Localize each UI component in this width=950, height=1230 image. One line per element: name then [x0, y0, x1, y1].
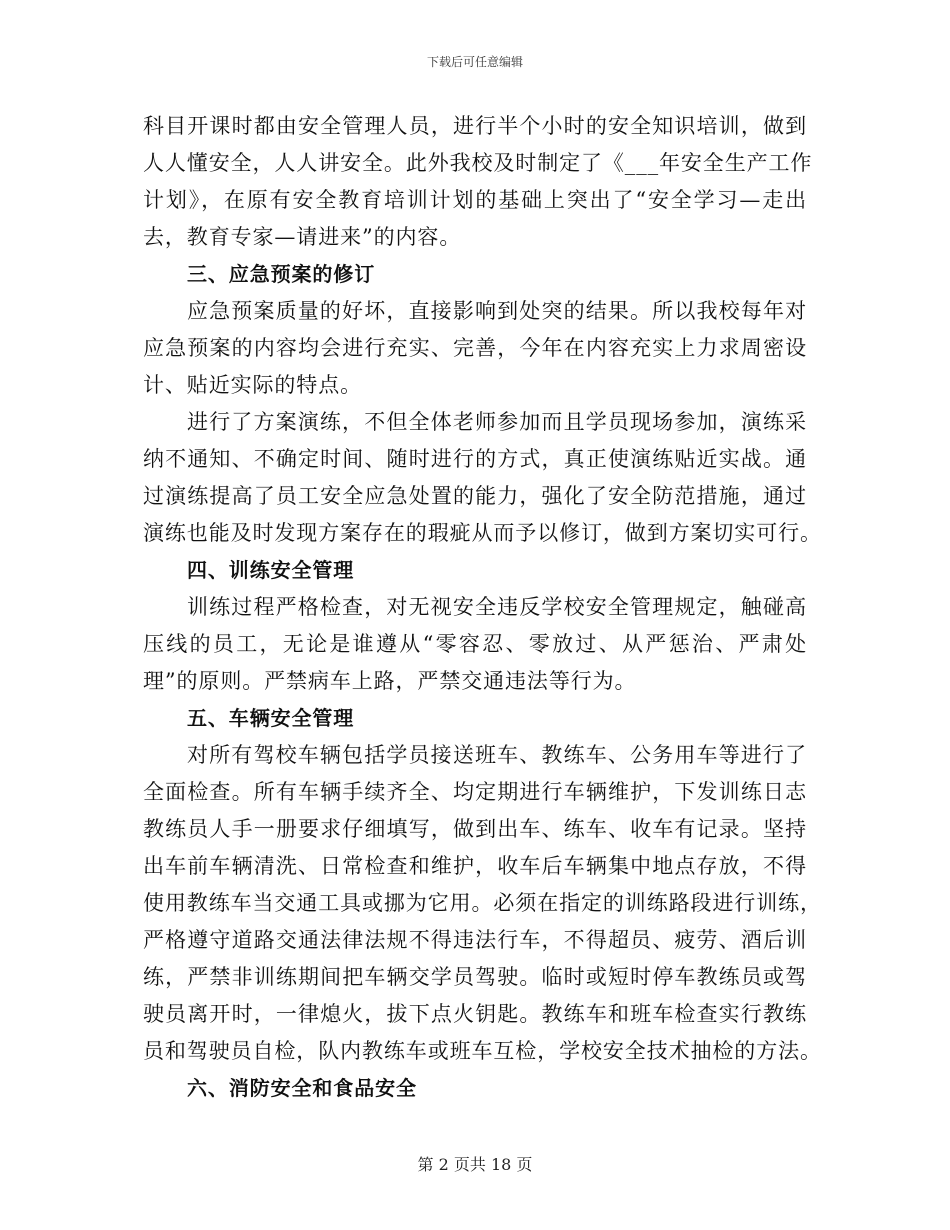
body-line: 出车前车辆清洗、日常检查和维护，收车后车辆集中地点存放，不得 — [143, 854, 807, 878]
body-line: 理”的原则。严禁病车上路，严禁交通违法等行为。 — [143, 669, 637, 693]
body-line: 练，严禁非训练期间把车辆交学员驾驶。临时或短时停车教练员或驾 — [143, 965, 807, 989]
body-line: 对所有驾校车辆包括学员接送班车、教练车、公务用车等进行了 — [187, 743, 807, 767]
body-line: 纳不通知、不确定时间、随时进行的方式，真正使演练贴近实战。通 — [143, 447, 807, 471]
body-line: 人人懂安全，人人讲安全。此外我校及时制定了《___年安全生产工作 — [143, 151, 813, 175]
body-line: 全面检查。所有车辆手续齐全、均定期进行车辆维护，下发训练日志 — [143, 780, 807, 804]
page-header: 下载后可任意编辑 — [426, 55, 523, 69]
body-line: 压线的员工，无论是谁遵从“零容忍、零放过、从严惩治、严肃处 — [143, 632, 807, 656]
body-line: 训练过程严格检查，对无视安全违反学校安全管理规定，触碰高 — [187, 595, 807, 619]
body-line: 应急预案的内容均会进行充实、完善，今年在内容充实上力求周密设 — [143, 336, 807, 360]
body-line: 员和驾驶员自检，队内教练车或班车互检，学校安全技术抽检的方法。 — [143, 1039, 822, 1063]
body-line: 过演练提高了员工安全应急处置的能力，强化了安全防范措施，通过 — [143, 484, 807, 508]
body-line: 去，教育专家—请进来”的内容。 — [143, 225, 462, 249]
body-line: 进行了方案演练，不但全体老师参加而且学员现场参加，演练采 — [187, 410, 807, 434]
body-line: 驶员离开时，一律熄火，拔下点火钥匙。教练车和班车检查实行教练 — [143, 1002, 807, 1026]
body-line: 计划》，在原有安全教育培训计划的基础上突出了“安全学习—走出 — [143, 188, 807, 212]
body-line: 计、贴近实际的特点。 — [143, 373, 362, 397]
section-heading: 六、消防安全和食品安全 — [187, 1076, 417, 1100]
section-heading: 五、车辆安全管理 — [187, 706, 355, 730]
section-heading: 四、训练安全管理 — [187, 558, 355, 582]
body-line: 教练员人手一册要求仔细填写，做到出车、练车、收车有记录。坚持 — [143, 817, 807, 841]
section-heading: 三、应急预案的修订 — [187, 262, 376, 286]
body-line: 科目开课时都由安全管理人员，进行半个小时的安全知识培训，做到 — [143, 114, 807, 138]
page-number: 第 2 页共 18 页 — [417, 1155, 533, 1174]
document-body — [143, 108, 822, 1107]
body-line: 演练也能及时发现方案存在的瑕疵从而予以修订，做到方案切实可行。 — [143, 521, 822, 545]
body-line: 严格遵守道路交通法律法规不得违法行车，不得超员、疲劳、酒后训 — [143, 928, 807, 952]
body-line: 使用教练车当交通工具或挪为它用。必须在指定的训练路段进行训练， — [143, 891, 822, 915]
body-line: 应急预案质量的好坏，直接影响到处突的结果。所以我校每年对 — [187, 299, 807, 323]
